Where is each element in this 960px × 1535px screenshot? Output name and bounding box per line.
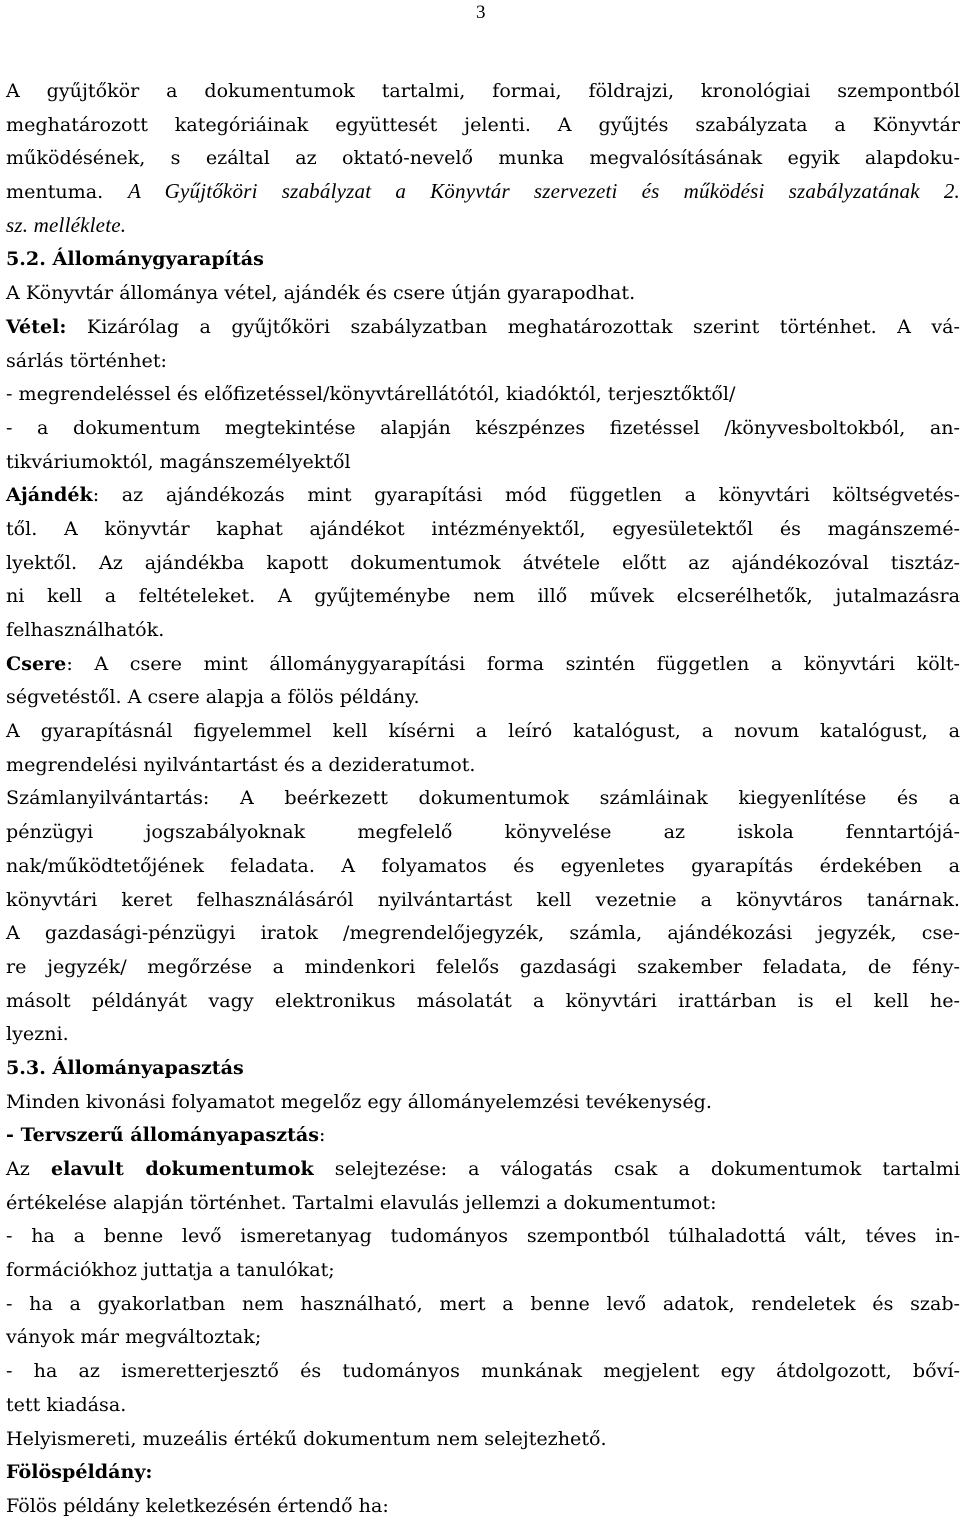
list-item: - megrendeléssel és előfizetéssel/könyvtárellátótól, kiadóktól, terjesztőktől/ [6,382,736,406]
italic-reference: A Gyűjtőköri szabályzat a Könyvtár szervezeti és működési szabályzatának 2. [127,179,960,204]
text-line: felhasználhatók. [6,618,165,641]
term-label: elavult dokumentumok [50,1157,314,1180]
document-body [6,74,960,1523]
italic-reference: sz. melléklete. [6,212,127,237]
text-line: re jegyzék/ megőrzése a mindenkori felelős gazdasági szakember feladata, de fény- [6,954,960,978]
text-run: Kizárólag a gyűjtőköri szabályzatban meghatározottak szerint történhet. A vá- [66,314,960,338]
text-line: A gyűjtőkör a dokumentumok tartalmi, formai, földrajzi, kronológiai szempontból [6,79,960,102]
text-line: től. A könyvtár kaphat ajándékot intézményektől, egyesületektől és magánszemé- [6,516,960,540]
section-subheading [6,1455,960,1489]
text-line: másolt példányát vagy elektronikus másolatát a könyvtári irattárban is el kell he- [6,988,960,1012]
text-line: értékelése alapján történhet. Tartalmi elavulás jellemzi a dokumentumot: [6,1190,717,1214]
text-run: Az [6,1157,51,1180]
text-run: : A csere mint állománygyarapítási forma szintén független a könyvtári költ- [66,651,960,675]
term-label: Vétel: [6,314,67,338]
text-line: ségvetéstől. A csere alapja a fölös példány. [6,685,420,709]
text-line: A Könyvtár állománya vétel, ajándék és csere útján gyarapodhat. [6,281,636,305]
text-line: megrendelési nyilvántartást és a dezideratumot. [6,752,476,776]
text-run: : [319,1123,326,1147]
term-label: - Tervszerű állományapasztás [6,1123,320,1147]
text-line: lyezni. [6,1022,69,1046]
text-line: ványok már megváltoztak; [6,1325,262,1349]
text-line: Helyismereti, muzeális értékű dokumentum nem selejtezhető. [6,1426,607,1450]
text-line [6,647,960,681]
text-line: működésének, s ezáltal az oktató-nevelő munka megvalósításának egyik alapdoku- [6,146,960,170]
heading-number: 5.3. [6,1055,53,1079]
text-line: tikváriumoktól, magánszemélyektől [6,449,351,473]
heading-title: Állományapasztás [52,1055,244,1079]
list-item: - ha az ismeretterjesztő és tudományos munkának megjelent egy átdolgozott, bőví- [6,1359,960,1383]
text-line [6,478,960,512]
text-line: Számlanyilvántartás: A beérkezett dokumentumok számláinak kiegyenlítése és a [6,786,960,810]
list-item: - ha a benne levő ismeretanyag tudományos szempontból túlhaladottá vált, téves in- [6,1224,960,1248]
text-line [6,1152,960,1186]
text-line [6,175,960,209]
text-line: A gyarapításnál figyelemmel kell kísérni a leíró katalógust, a novum katalógust, a [6,719,960,743]
text-line: formációkhoz juttatja a tanulókat; [6,1258,335,1282]
text-line [6,310,960,344]
text-run: : az ajándékozás mint gyarapítási mód független a könyvtári költségvetés- [92,483,960,507]
list-item: - a dokumentum megtekintése alapján készpénzes fizetéssel /könyvesboltokból, an- [6,415,960,439]
heading-number: 5.2. [6,247,53,271]
text-run: selejtezése: a válogatás csak a dokumentumok tartalmi [313,1157,960,1180]
text-line: tett kiadása. [6,1392,127,1416]
section-heading [6,1051,960,1085]
term-label: Ajándék [6,483,93,507]
text-line: könyvtári keret felhasználásáról nyilvántartást kell vezetnie a könyvtáros tanárnak. [6,887,960,911]
term-label: Csere [6,651,67,675]
section-heading [6,242,960,276]
text-line: Fölös példány keletkezésén értendő ha: [6,1493,389,1517]
heading-title: Állománygyarapítás [52,247,264,271]
text-line: meghatározott kategóriáinak együttesét jelenti. A gyűjtés szabályzata a Könyvtár [6,112,960,136]
text-line: sárlás történhet: [6,348,167,372]
term-label: Fölöspéldány: [6,1460,153,1484]
text-line [6,209,960,243]
text-run: mentuma. [6,180,128,204]
list-item: - ha a gyakorlatban nem használható, mert a benne levő adatok, rendeletek és szab- [6,1291,960,1315]
text-line: nak/működtetőjének feladata. A folyamatos és egyenletes gyarapítás érdekében a [6,853,960,877]
text-line: pénzügyi jogszabályoknak megfelelő könyvelése az iskola fenntartójá- [6,820,960,844]
text-line: Minden kivonási folyamatot megelőz egy állományelemzési tevékenység. [6,1089,712,1113]
text-line: ni kell a feltételeket. A gyűjteménybe nem illő művek elcserélhetők, jutalmazásra [6,584,960,608]
text-line: A gazdasági-pénzügyi iratok /megrendelőjegyzék, számla, ajándékozási jegyzék, cse- [6,921,960,945]
page-number: 3 [476,2,486,23]
text-line: lyektől. Az ajándékba kapott dokumentumok átvétele előtt az ajándékozóval tisztáz- [6,550,960,574]
text-line [6,1118,960,1152]
